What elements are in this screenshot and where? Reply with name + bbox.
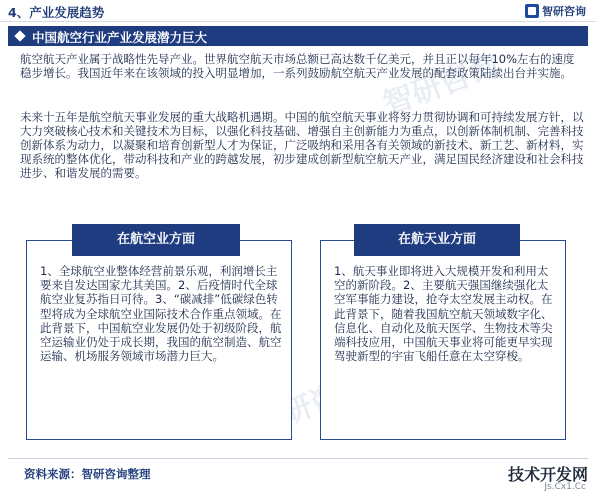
zhiyan-logo-icon	[525, 4, 539, 18]
strategy-paragraph: 未来十五年是航空航天事业发展的重大战略机遇期。中国的航空航天事业将努力贯彻协调和可持续发展方针，以大力突破核心技术和关键技术为目标，以强化科技基础、增强自主创新能力为重点，以创新体制机制、完善科技创新体系为动力，以凝聚和培育创新型人才为保证，广泛吸纳和采用各有关领域的新技术、新工艺、新材料，实现系统的整体优化，带动科技和产业的跨越发展，初步建成创新型航空航天产业，满足国民经济建设和社会科技进步、和谐发展的需要。	[20, 110, 584, 180]
diamond-bullet-icon	[14, 30, 25, 41]
footer-divider	[8, 458, 588, 459]
page-title: 中国航空行业产业发展潜力巨大	[32, 30, 208, 45]
aviation-card-text: 1、全球航空业整体经营前景乐观，利润增长主要来自发达国家尤其美国。2、后疫情时代全球航空业复苏指日可待。3、“碳减排”低碳绿色转型将成为全球航空业国际技术合作重点领域。在此背景下，中国航空业发展仍处于初级阶段，航空运输业仍处于成长期，我国的航空制造、航空运输、机场服务领域市场潜力巨大。	[40, 264, 282, 364]
aerospace-card-text: 1、航天事业即将进入大规模开发和利用太空的新阶段。2、主要航天强国继续强化太空军事能力建设，抢夺太空发展主动权。在此背景下，随着我国航空航天领域数字化、信息化、自动化及航天医学、生物技术等尖端科技应用，中国航天事业将可能更早实现驾驶新型的宇宙飞船任意在太空穿梭。	[334, 264, 553, 364]
aerospace-card-heading: 在航天业方面	[354, 224, 520, 256]
brand-logo	[525, 3, 586, 19]
watermark: 智研咨询	[248, 368, 374, 443]
aviation-card-heading: 在航空业方面	[72, 224, 240, 256]
corner-watermark: 技术开发网	[507, 465, 588, 484]
top-bar	[0, 0, 596, 22]
source-note: 资料来源：智研咨询整理	[24, 467, 151, 481]
logo-text: 智研咨询	[542, 5, 586, 18]
intro-paragraph: 航空航天产业属于战略性先导产业。世界航空航天市场总额已高达数千亿美元，并且正以每年10%左右的速度稳步增长。我国近年来在该领域的投入明显增加，一系列鼓励航空航天产业发展的配套政策陆续出台并实施。	[20, 52, 575, 80]
watermark: 智研咨询	[378, 48, 504, 123]
corner-watermark-url: Js.Cx1.Cc	[544, 482, 586, 492]
page-title-bar	[8, 26, 588, 46]
section-title: 4、产业发展趋势	[8, 5, 105, 20]
